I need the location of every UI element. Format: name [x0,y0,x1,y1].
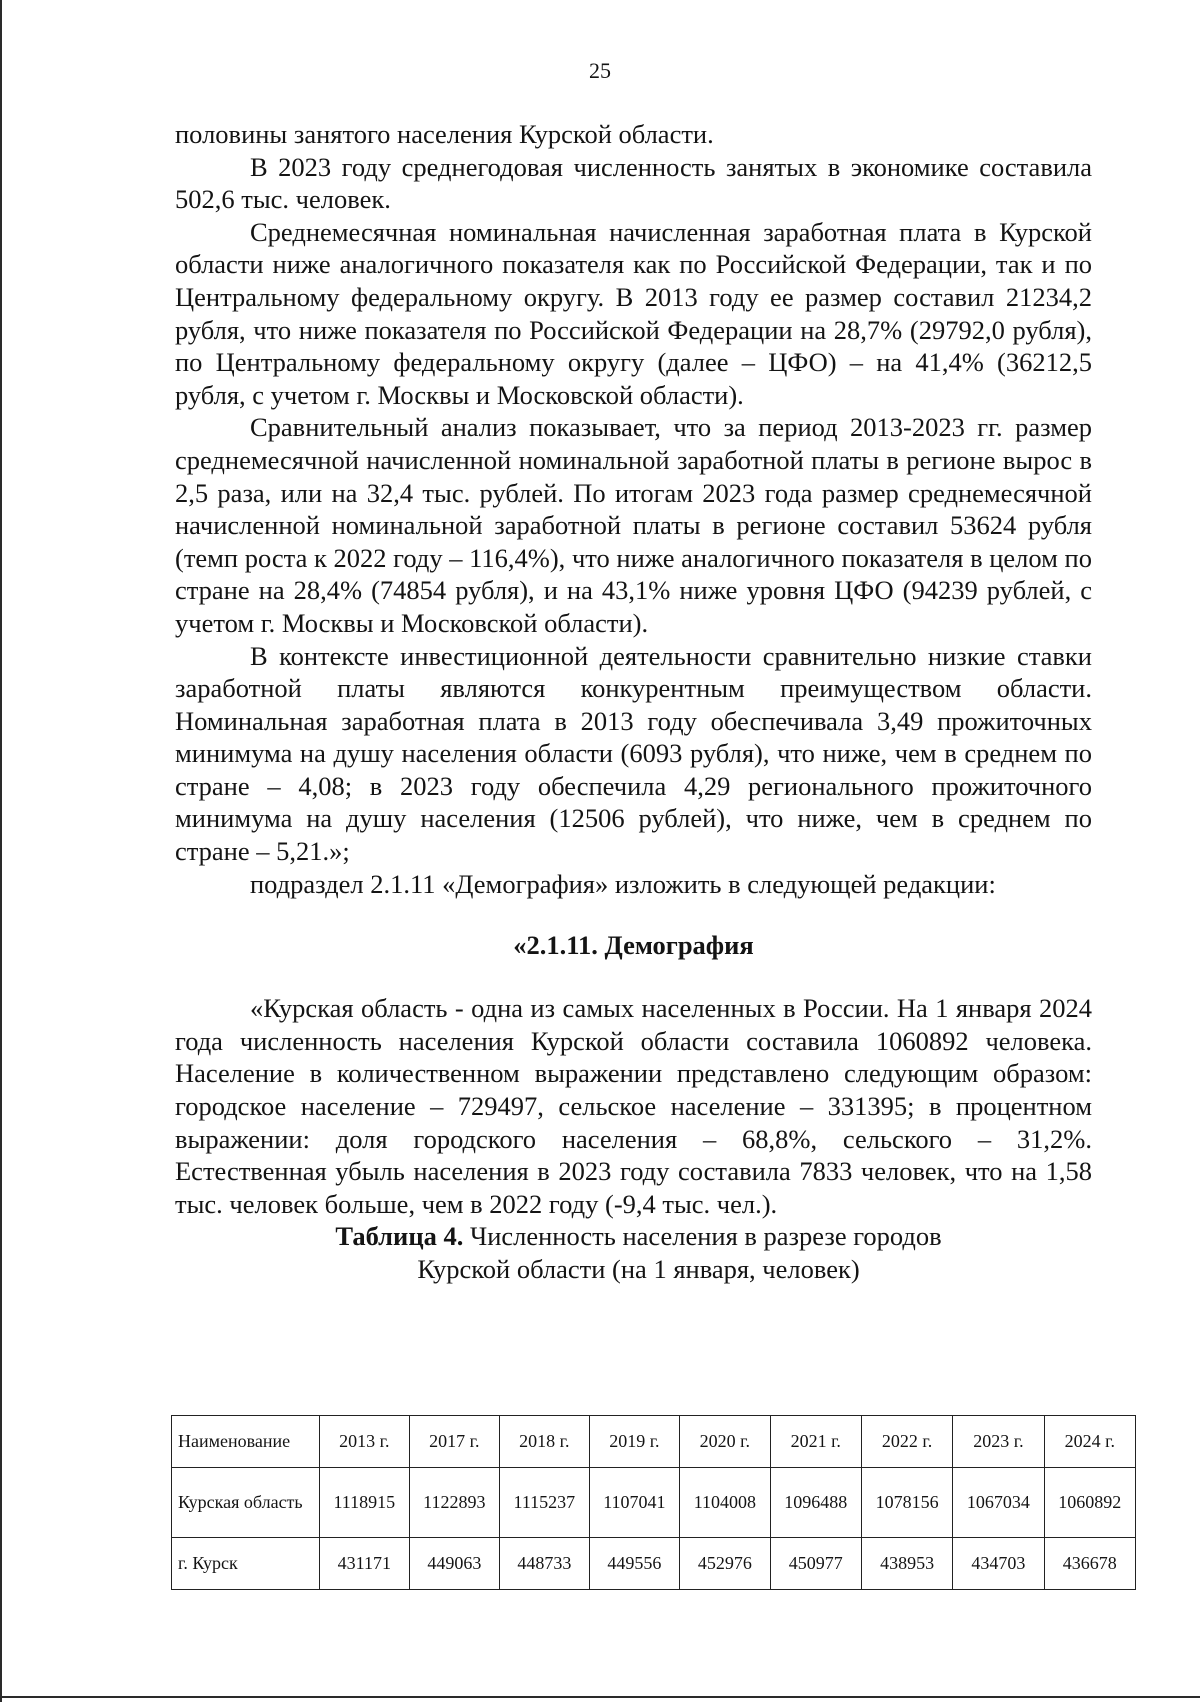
table-header-cell: 2022 г. [861,1416,952,1468]
section-spacer [175,962,1092,992]
paragraph-demography: «Курская область - одна из самых населенных в России. На 1 января 2024 года численность населения Курской области составила 1060892 человека. Население в количественном выражении представлено следующим образом: городское население – 729497, сельское население – 331395; в процентном выражении: доля городского населения – 68,8%, сельского – 31,2%. Естественная убыль населения в 2023 году составила 7833 человек, что на 1,58 тыс. человек больше, чем в 2022 году (-9,4 тыс. чел.). [175,993,1092,1219]
table-cell: 1118915 [320,1468,410,1538]
paragraph-amendment: подраздел 2.1.11 «Демография» изложить в следующей редакции: [250,868,996,899]
table-cell: 450977 [770,1538,861,1590]
table-cell: 1067034 [953,1468,1044,1538]
table-cell: 1096488 [770,1468,861,1538]
table-cell-name: г. Курск [172,1538,320,1590]
section-title: «2.1.11. Демография [513,930,754,961]
table-caption-line-2: Курской области (на 1 января, человек) [417,1254,860,1285]
page-left-edge [0,0,2,1702]
table-header-cell: 2018 г. [500,1416,590,1468]
table-caption-line-1 [175,1220,1092,1253]
table-cell: 449063 [409,1538,499,1590]
table-header-cell: 2024 г. [1044,1416,1135,1468]
paragraph-investment: В контексте инвестиционной деятельности сравнительно низкие ставки заработной платы являются конкурентным преимуществом области. Номинальная заработная плата в 2013 году обеспечивала 3,49 прожиточных минимума на душу населения области (6093 рубля), что ниже, чем в среднем по стране – 4,08; в 2023 году обеспечила 4,29 регионального прожиточного минимума на душу населения (12506 рублей), что ниже, чем в среднем по стране – 5,21.»; [175,640,1092,867]
table-cell: 438953 [861,1538,952,1590]
page-bottom-edge [0,1696,1200,1698]
table-header-cell: 2013 г. [320,1416,410,1468]
table-caption-label: Таблица 4. [335,1221,464,1252]
page-number: 25 [589,58,611,83]
table-header-row [172,1416,1136,1468]
table-header-cell: 2020 г. [680,1416,770,1468]
table-caption-title: Численность населения в разрезе городов [469,1221,942,1252]
paragraph-wage-analysis: Сравнительный анализ показывает, что за период 2013-2023 гг. размер среднемесячной начисленной номинальной заработной платы в регионе вырос в 2,5 раза, или на 32,4 тыс. рублей. По итогам 2023 года размер среднемесячной начисленной номинальной заработной платы в регионе составил 53624 рубля (темп роста к 2022 году – 116,4%), что ниже аналогичного показателя в целом по стране на 28,4% (74854 рубля), и на 43,1% ниже уровня ЦФО (94239 рублей, с учетом г. Москвы и Московской области). [175,412,1092,638]
table-cell: 1104008 [680,1468,770,1538]
table-header-cell: Наименование [172,1416,320,1468]
table-header-cell: 2023 г. [953,1416,1044,1468]
paragraph-employment: В 2023 году среднегодовая численность занятых в экономике составила 502,6 тыс. человек. [175,151,1092,215]
table-cell: 1115237 [500,1468,590,1538]
paragraph-wage-2013: Среднемесячная номинальная начисленная заработная плата в Курской области ниже аналогичного показателя как по Российской Федерации, так и по Центральному федеральному округу. В 2013 году ее размер составил 21234,2 рубля, что ниже показателя по Российской Федерации на 28,7% (29792,0 рубля), по Центральному федеральному округу (далее – ЦФО) – на 41,4% (36212,5 рубля, с учетом г. Москвы и Московской области). [175,216,1092,410]
table-header-cell: 2019 г. [589,1416,679,1468]
document-body [175,118,1092,1286]
table-cell: 434703 [953,1538,1044,1590]
table-cell-name: Курская область [172,1468,320,1538]
table-cell: 436678 [1044,1538,1135,1590]
table-cell: 1078156 [861,1468,952,1538]
table-cell: 1122893 [409,1468,499,1538]
population-table [171,1415,1136,1590]
table-cell: 449556 [589,1538,679,1590]
table-header-cell: 2017 г. [409,1416,499,1468]
table-cell: 452976 [680,1538,770,1590]
table-row [172,1468,1136,1538]
table-cell: 431171 [320,1538,410,1590]
table-cell: 1060892 [1044,1468,1135,1538]
table-cell: 448733 [500,1538,590,1590]
table-cell: 1107041 [589,1468,679,1538]
table-header-cell: 2021 г. [770,1416,861,1468]
paragraph-continuation: половины занятого населения Курской области. [175,119,714,149]
table-row [172,1538,1136,1590]
